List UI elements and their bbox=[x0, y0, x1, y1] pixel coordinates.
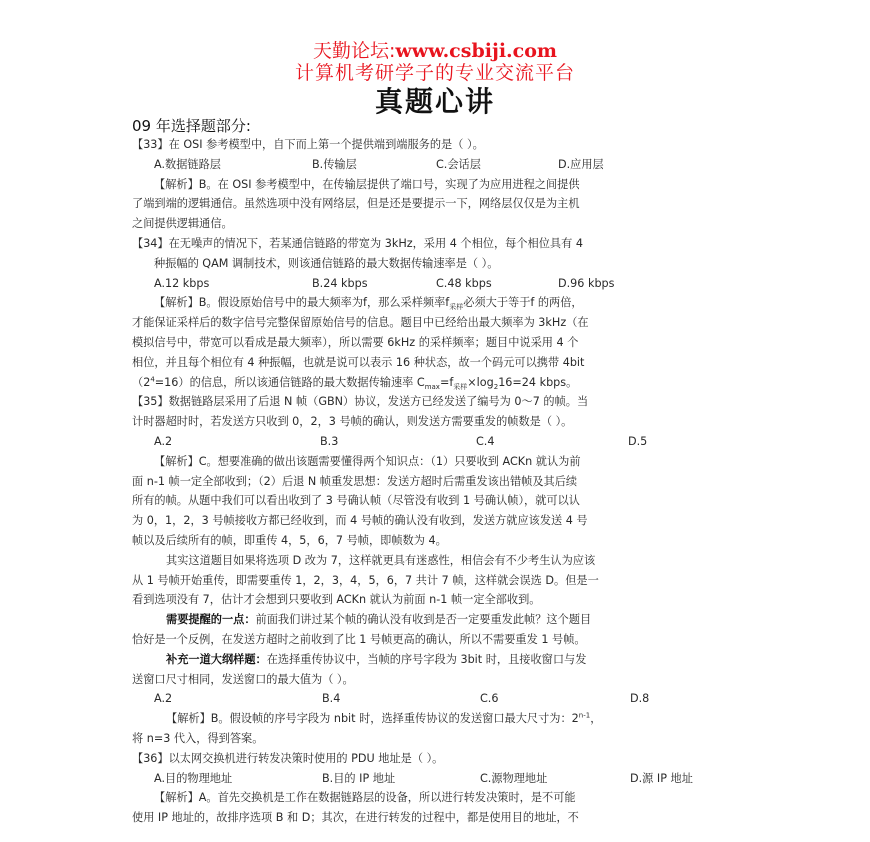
option-c: C.48 kbps bbox=[436, 276, 492, 290]
option-c: C.会话层 bbox=[436, 157, 481, 171]
option-b: B.4 bbox=[322, 692, 341, 706]
option-d: D.应用层 bbox=[558, 157, 604, 171]
subscript: max bbox=[424, 382, 440, 391]
q35-analysis-line: 【解析】C。想要准确的做出该题需要懂得两个知识点：（1）只要收到 ACKn 就认为前 bbox=[154, 454, 581, 468]
text-run: ×log bbox=[467, 375, 494, 389]
q36-stem: 【36】以太网交换机进行转发决策时使用的 PDU 地址是（ ）。 bbox=[132, 751, 444, 765]
q36-analysis-line: 【解析】A。首先交换机是工作在数据链路层的设备，所以进行转发决策时，是不可能 bbox=[154, 791, 576, 805]
q35-extra-line: 从 1 号帧开始重传，即需要重传 1，2，3，4，5，6，7 共计 7 帧，这样就会误选 D。但是一 bbox=[132, 573, 599, 587]
superscript: n-1 bbox=[578, 711, 591, 720]
text-run: 16=24 kbps。 bbox=[498, 375, 578, 389]
text-run: ， bbox=[590, 712, 602, 726]
q34-analysis-line bbox=[132, 373, 738, 393]
q35-stem-line: 计时器超时时，若发送方只收到 0，2，3 号帧的确认，则发送方需要重发的帧数是（ ）。 bbox=[132, 415, 573, 429]
option-b: B.目的 IP 地址 bbox=[322, 771, 396, 785]
q33-stem: 【33】在 OSI 参考模型中，自下而上第一个提供端到端服务的是（ ）。 bbox=[132, 138, 484, 151]
q34-options bbox=[132, 274, 738, 294]
subscript: 采样 bbox=[453, 382, 468, 391]
q35-stem-line: 【35】数据链路层采用了后退 N 帧（GBN）协议，发送方已经发送了编号为 0～7 的帧。当 bbox=[132, 395, 589, 409]
q35-note-line: 恰好是一个反例，在发送方超时之前收到了比 1 号帧更高的确认，所以不需要重发 1 号帧。 bbox=[132, 632, 586, 646]
option-a: A.2 bbox=[154, 692, 173, 706]
site-name: 天勤论坛: bbox=[313, 40, 396, 62]
text-run: 【解析】B。假设帧的序号字段为 nbit 时，选择重传协议的发送窗口最大尺寸为：2 bbox=[166, 712, 579, 726]
q35-supp-line bbox=[132, 650, 738, 670]
subscript: 采样 bbox=[449, 303, 464, 312]
option-c: C.源物理地址 bbox=[480, 771, 548, 785]
q33-analysis-line: 了端到端的逻辑通信。虽然选项中没有网络层，但是还是要提示一下，网络层仅仅是为主机 bbox=[132, 197, 580, 211]
q33-options bbox=[132, 155, 738, 175]
option-b: B.3 bbox=[320, 434, 339, 448]
q35-supp-line: 送窗口尺寸相同，发送窗口的最大值为（ ）。 bbox=[132, 672, 354, 686]
text-run: =16）的信息，所以该通信链路的最大数据传输速率 C bbox=[154, 375, 425, 389]
q36-analysis-line: 使用 IP 地址的，故排序选项 B 和 D；其次，在进行转发的过程中，都是使用目的地址，不 bbox=[132, 811, 579, 825]
supp-analysis-line: 将 n=3 代入，得到答案。 bbox=[132, 731, 264, 745]
q35-analysis-line: 为 0，1，2，3 号帧接收方都已经收到，而 4 号帧的确认没有收到，发送方就应该发送 4 号 bbox=[132, 514, 588, 528]
option-a: A.2 bbox=[154, 434, 173, 448]
subscript: 2 bbox=[493, 382, 499, 391]
text-run: 前面我们讲过某个帧的确认没有收到是否一定要重发此帧？这个题目 bbox=[255, 613, 592, 627]
option-c: C.6 bbox=[480, 692, 499, 706]
text-run: 在选择重传协议中，当帧的序号字段为 3bit 时，且接收窗口与发 bbox=[266, 652, 587, 666]
q35-analysis-line: 所有的帧。从题中我们可以看出收到了 3 号确认帧（尽管没有收到 1 号确认帧），就可以认 bbox=[132, 494, 580, 508]
option-d: D.8 bbox=[630, 692, 650, 706]
option-d: D.5 bbox=[628, 434, 648, 448]
site-tagline: 计算机考研学子的专业交流平台 bbox=[294, 62, 575, 84]
option-a: A.数据链路层 bbox=[154, 157, 221, 171]
q35-analysis-line: 帧以及后续所有的帧，即重传 4，5，6，7 号帧，即帧数为 4。 bbox=[132, 533, 447, 547]
text-run: （2 bbox=[132, 375, 151, 389]
superscript: 4 bbox=[150, 374, 155, 383]
note-label: 需要提醒的一点： bbox=[166, 613, 256, 627]
q33-analysis-line: 之间提供逻辑通信。 bbox=[132, 217, 233, 231]
section-heading: 09 年选择题部分: bbox=[132, 117, 251, 135]
site-banner bbox=[0, 40, 870, 62]
document-body bbox=[132, 135, 738, 828]
q34-analysis-line: 模拟信号中，带宽可以看成是最大频率），所以需要 6kHz 的采样频率；题目中说采用 4 个 bbox=[132, 335, 579, 349]
supplement-label: 补充一道大纲样题： bbox=[166, 652, 267, 666]
supp-analysis-line bbox=[132, 709, 738, 729]
q35-extra-line: 其实这道题目如果将选项 D 改为 7，这样就更具有迷惑性，相信会有不少考生认为应该 bbox=[166, 553, 596, 567]
text-run: 【解析】B。假设原始信号中的最大频率为f，那么采样频率f bbox=[154, 296, 450, 310]
q34-stem-line: 种振幅的 QAM 调制技术，则该通信链路的最大数据传输速率是（ ）。 bbox=[154, 256, 499, 270]
text-run: 必须大于等于f 的两倍， bbox=[463, 296, 583, 310]
q34-analysis-line: 相位，并且每个相位有 4 种振幅，也就是说可以表示 16 种状态，故一个码元可以携带 4bit bbox=[132, 355, 585, 369]
option-d: D.源 IP 地址 bbox=[630, 771, 693, 785]
q34-stem-line: 【34】在无噪声的情况下，若某通信链路的带宽为 3kHz，采用 4 个相位，每个相位具有 4 bbox=[132, 236, 583, 250]
option-a: A.目的物理地址 bbox=[154, 771, 233, 785]
q33-analysis-line: 【解析】B。在 OSI 参考模型中，在传输层提供了端口号，实现了为应用进程之间提供 bbox=[154, 177, 580, 191]
q35-extra-line: 看到选项没有 7，估计才会想到只要收到 ACKn 就认为前面 n-1 帧一定全部收到。 bbox=[132, 593, 541, 607]
page-title: 真题心讲 bbox=[374, 85, 495, 118]
option-b: B.传输层 bbox=[312, 157, 357, 171]
text-run: =f bbox=[439, 375, 454, 389]
option-d: D.96 kbps bbox=[558, 276, 615, 290]
q34-analysis-line bbox=[132, 293, 738, 313]
q36-options bbox=[132, 769, 738, 789]
supp-options bbox=[132, 689, 738, 709]
option-a: A.12 kbps bbox=[154, 276, 210, 290]
q35-options bbox=[132, 432, 738, 452]
q34-analysis-line: 才能保证采样后的数字信号完整保留原始信号的信息。题目中已经给出最大频率为 3kHz（在 bbox=[132, 316, 589, 330]
q35-note-line bbox=[132, 610, 738, 630]
option-b: B.24 kbps bbox=[312, 276, 368, 290]
q35-analysis-line: 面 n-1 帧一定全部收到；（2）后退 N 帧重发思想：发送方超时后需重发该出错帧及其后续 bbox=[132, 474, 578, 488]
option-c: C.4 bbox=[476, 434, 495, 448]
site-url[interactable]: www.csbiji.com bbox=[395, 40, 557, 62]
